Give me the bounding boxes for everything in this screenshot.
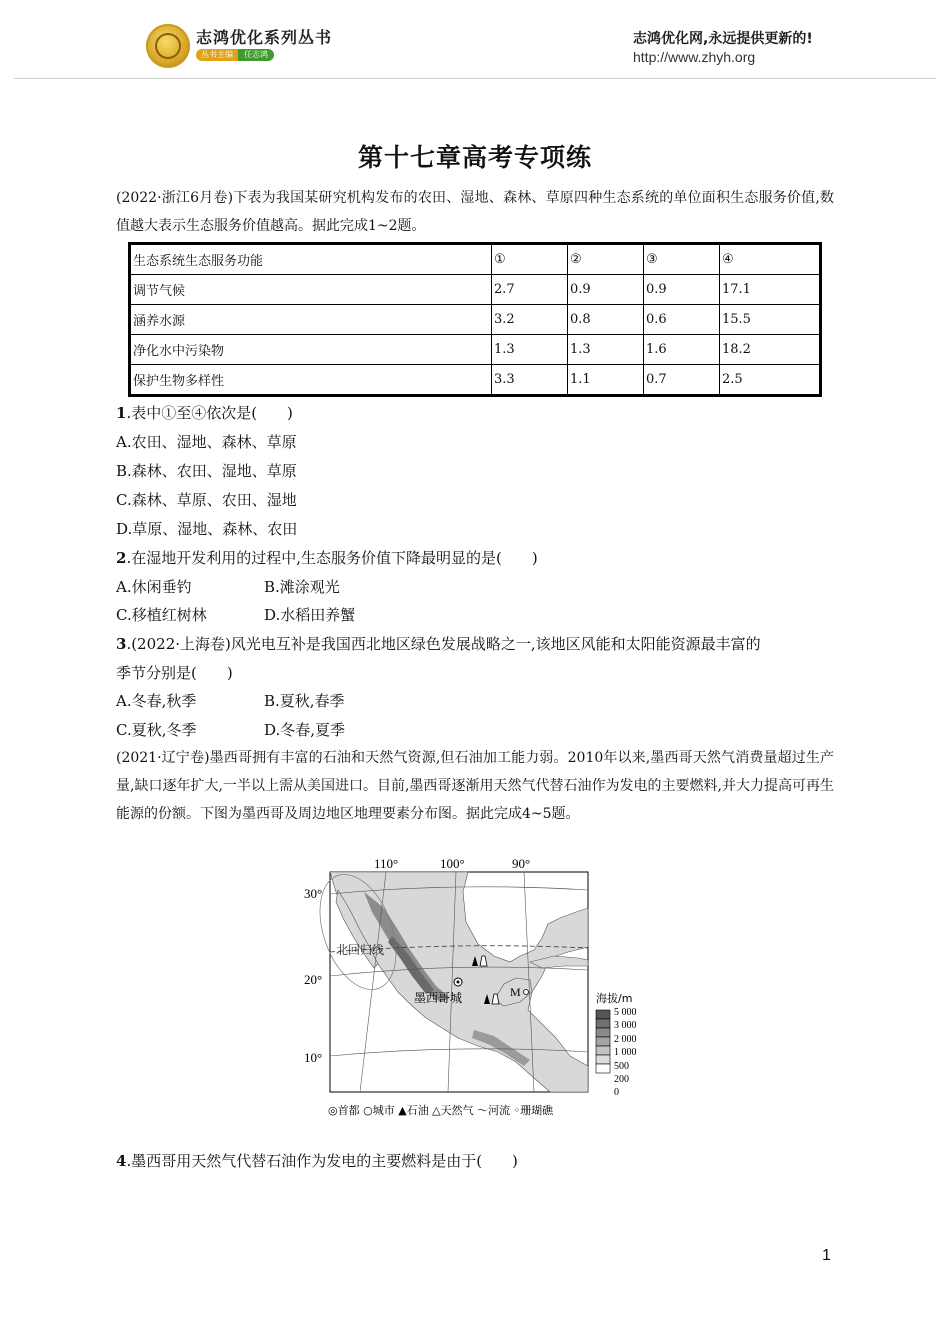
question-4 [116,1151,518,1171]
table-row [130,275,821,305]
table-cell: 1.6 [644,335,720,365]
table-cell: 3.2 [492,305,568,335]
brand-title: 志鸿优化系列丛书 [196,28,333,47]
lat-label-20: 20° [304,972,323,987]
elevation-level: 1 000 [614,1047,637,1058]
question-number: 2 [116,549,127,567]
table-cell: 保护生物多样性 [130,365,492,396]
capital-marker [454,978,462,986]
brand-tag [196,49,274,61]
table-cell: 0.7 [644,365,720,396]
lat-label-30: 30° [304,886,323,901]
lat-label-10: 10° [304,1050,323,1065]
q3-option-b[interactable]: B.夏秋,春季 [264,692,345,710]
lon-label-90: 90° [512,856,531,871]
question-stem: .表中①至④依次是( ) [126,404,293,422]
elevation-level: 5 000 [614,1007,637,1018]
table-cell: 15.5 [720,305,821,335]
question-3 [116,634,761,654]
q3-option-a[interactable]: A.冬春,秋季 [116,692,197,710]
q1-option-d[interactable]: D.草原、湿地、森林、农田 [116,520,298,538]
table-row [130,365,821,396]
question-1 [116,403,293,423]
table-cell: 3.3 [492,365,568,396]
table-cell: 2.5 [720,365,821,396]
table-cell: 17.1 [720,275,821,305]
intro-paragraph-2: (2021·辽宁卷)墨西哥拥有丰富的石油和天然气资源,但石油加工能力弱。2010年以来,墨西哥天然气消费量超过生产量,缺口逐年扩大,一半以上需从美国进口。目前,墨西哥逐渐用天然气代替石油作为发电的主要燃料,并大力提高可再生能源的份额。下图为墨西哥及周边地区地理要素分布图。据此完成4~5题。 [116,750,834,822]
page-title: 第十七章高考专项练 [357,143,592,172]
q1-option-c[interactable]: C.森林、草原、农田、湿地 [116,491,297,509]
question-stem: .(2022·上海卷)风光电互补是我国西北地区绿色发展战略之一,该地区风能和太阳能资源最丰富的 [126,635,761,653]
table-cell: 调节气候 [130,275,492,305]
elevation-legend [596,1010,610,1073]
map-symbol-legend: ◎首都 ○城市 ▲石油 △天然气 ～河流 ◦珊瑚礁 [328,1104,554,1117]
lon-label-100: 100° [440,856,465,871]
table-cell: 1.1 [568,365,644,396]
ecosystem-table [128,242,822,397]
lon-label-110: 110° [374,856,399,871]
intro-paragraph-1: (2022·浙江6月卷)下表为我国某研究机构发布的农田、湿地、森林、草原四种生态系统的单位面积生态服务价值,数值越大表示生态服务价值越高。据此完成1~2题。 [116,190,834,234]
table-cell: 2.7 [492,275,568,305]
table-cell: 1.3 [568,335,644,365]
city-m-marker [524,990,529,995]
q3-option-d[interactable]: D.冬春,夏季 [264,721,346,739]
table-cell: 18.2 [720,335,821,365]
elevation-level: 3 000 [614,1020,637,1031]
brand-tag-name: 任志鸿 [238,49,274,61]
table-header-cell: ④ [720,244,821,275]
question-number: 1 [116,404,127,422]
city-m-label: M [510,985,521,999]
q3-option-c[interactable]: C.夏秋,冬季 [116,721,197,739]
elevation-level: 200 [614,1074,629,1085]
header-url[interactable]: http://www.zhyh.org [633,49,756,65]
question-stem: .墨西哥用天然气代替石油作为发电的主要燃料是由于( ) [126,1152,518,1170]
question-number: 4 [116,1152,127,1170]
q2-option-a[interactable]: A.休闲垂钓 [116,578,192,596]
q1-option-b[interactable]: B.森林、农田、湿地、草原 [116,462,297,480]
table-cell: 0.9 [644,275,720,305]
table-cell: 涵养水源 [130,305,492,335]
table-header-cell: ① [492,244,568,275]
q2-option-b[interactable]: B.滩涂观光 [264,578,340,596]
question-number: 3 [116,635,127,653]
table-header-row [130,244,821,275]
question-2 [116,548,538,568]
elevation-legend-title: 海拔/m [596,992,633,1005]
brand-tag-editor: 丛书主编 [196,49,238,61]
question-3-line-2: 季节分别是( ) [116,664,233,682]
q2-option-c[interactable]: C.移植红树林 [116,606,207,624]
table-row [130,305,821,335]
table-cell: 净化水中污染物 [130,335,492,365]
page-number: 1 [822,1247,831,1264]
table-cell: 0.9 [568,275,644,305]
mexico-map [298,852,658,1124]
question-stem: .在湿地开发利用的过程中,生态服务价值下降最明显的是( ) [126,549,538,567]
q1-option-a[interactable]: A.农田、湿地、森林、草原 [116,433,297,451]
elevation-level: 0 [614,1087,619,1098]
capital-label: 墨西哥城 [414,991,463,1005]
header-slogan: 志鸿优化网,永远提供更新的! [633,31,813,47]
table-header-cell: ③ [644,244,720,275]
table-cell: 0.6 [644,305,720,335]
header-divider [14,78,936,79]
table-row [130,335,821,365]
page-header [0,0,950,78]
tropic-label: 北回归线 [336,943,385,957]
q2-option-d[interactable]: D.水稻田养蟹 [264,606,356,624]
brand-logo-seal [146,24,190,68]
elevation-level: 500 [614,1061,629,1072]
table-cell: 0.8 [568,305,644,335]
table-cell: 1.3 [492,335,568,365]
table-header-cell: ② [568,244,644,275]
elevation-level: 2 000 [614,1034,637,1045]
table-header-cell: 生态系统生态服务功能 [130,244,492,275]
